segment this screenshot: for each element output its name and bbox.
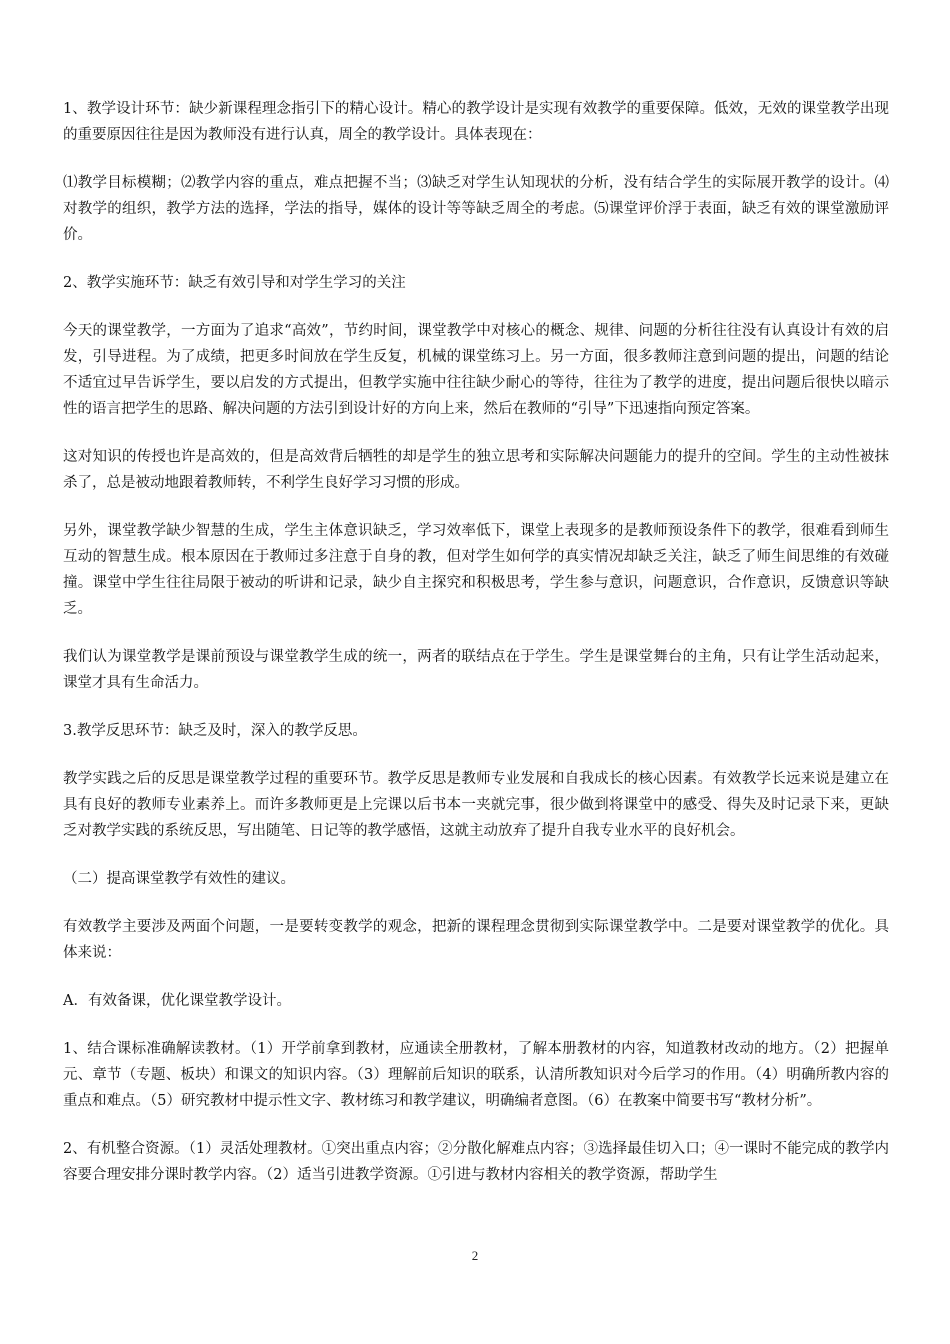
paragraph-reflection-heading: 3.教学反思环节：缺乏及时，深入的教学反思。 (63, 723, 367, 739)
section-heading-suggestions: （二）提高课堂教学有效性的建议。 (63, 871, 295, 887)
paragraph-lack-of-wisdom: 另外，课堂教学缺少智慧的生成，学生主体意识缺乏，学习效率低下，课堂上表现多的是教师预设条件下的教学，很难看到师生互动的智慧生成。根本原因在于教师过多注意于自身的教，但对学生如何学的真实情况却缺乏关注，缺乏了师生间思维的有效碰撞。课堂中学生往往局限于被动的听讲和记录，缺少自主探究和积极思考，学生参与意识，问题意识，合作意识，反馈意识等缺乏。 (63, 523, 889, 617)
paragraph-teaching-design: 1、教学设计环节：缺少新课程理念指引下的精心设计。精心的教学设计是实现有效教学的重要保障。低效，无效的课堂教学出现的重要原因往往是因为教师没有进行认真，周全的教学设计。具体表现在： (63, 101, 889, 143)
paragraph-teaching-implementation-heading: 2、教学实施环节：缺乏有效引导和对学生学习的关注 (63, 275, 406, 291)
document-page (63, 96, 889, 1198)
paragraph-design-issues-list: ⑴教学目标模糊；⑵教学内容的重点，难点把握不当；⑶缺乏对学生认知现状的分析，没有结合学生的实际展开教学的设计。⑷对教学的组织，教学方法的选择，学法的指导，媒体的设计等等缺乏周全的考虑。⑸课堂评价浮于表面，缺乏有效的课堂激励评价。 (63, 175, 889, 243)
paragraph-reflection-body: 教学实践之后的反思是课堂教学过程的重要环节。教学反思是教师专业发展和自我成长的核心因素。有效教学长远来说是建立在具有良好的教师专业素养上。而许多教师更是上完课以后书本一夹就完事，很少做到将课堂中的感受、得失及时记录下来，更缺乏对教学实践的系统反思，写出随笔、日记等的教学感悟，这就主动放弃了提升自我专业水平的良好机会。 (63, 771, 889, 839)
paragraph-integrate-resources: 2、有机整合资源。（1）灵活处理教材。①突出重点内容；②分散化解难点内容；③选择最佳切入口；④一课时不能完成的教学内容要合理安排分课时教学内容。（2）适当引进教学资源。①引进与教材内容相关的教学资源，帮助学生 (63, 1141, 889, 1183)
paragraph-classroom-today: 今天的课堂教学，一方面为了追求“高效”，节约时间，课堂教学中对核心的概念、规律、问题的分析往往没有认真设计有效的启发，引导进程。为了成绩，把更多时间放在学生反复，机械的课堂练习上。另一方面，很多教师注意到问题的提出，问题的结论不适宜过早告诉学生，要以启发的方式提出，但教学实施中往往缺少耐心的等待，往往为了教学的进度，提出问题后很快以暗示性的语言把学生的思路、解决问题的方法引到设计好的方向上来，然后在教师的“引导”下迅速指向预定答案。 (63, 323, 889, 417)
paragraph-interpret-textbook: 1、结合课标准确解读教材。（1）开学前拿到教材，应通读全册教材，了解本册教材的内容，知道教材改动的地方。（2）把握单元、章节（专题、板块）和课文的知识内容。（3）理解前后知识的联系，认清所教知识对今后学习的作用。（4）明确所教内容的重点和难点。（5）研究教材中提示性文字、教材练习和教学建议，明确编者意图。（6）在教案中简要书写“教材分析”。 (63, 1041, 889, 1109)
paragraph-effective-teaching: 有效教学主要涉及两面个问题，一是要转变教学的观念，把新的课程理念贯彻到实际课堂教学中。二是要对课堂教学的优化。具体来说： (63, 919, 889, 961)
page-number: 2 (471, 1248, 479, 1263)
subheading-effective-preparation: A．有效备课，优化课堂教学设计。 (63, 993, 291, 1009)
paragraph-knowledge-transfer: 这对知识的传授也许是高效的，但是高效背后牺牲的却是学生的独立思考和实际解决问题能力的提升的空间。学生的主动性被抹杀了，总是被动地跟着教师转，不利学生良好学习习惯的形成。 (63, 449, 889, 491)
paragraph-preset-and-generation: 我们认为课堂教学是课前预设与课堂教学生成的统一，两者的联结点在于学生。学生是课堂舞台的主角，只有让学生活动起来，课堂才具有生命活力。 (63, 649, 889, 691)
